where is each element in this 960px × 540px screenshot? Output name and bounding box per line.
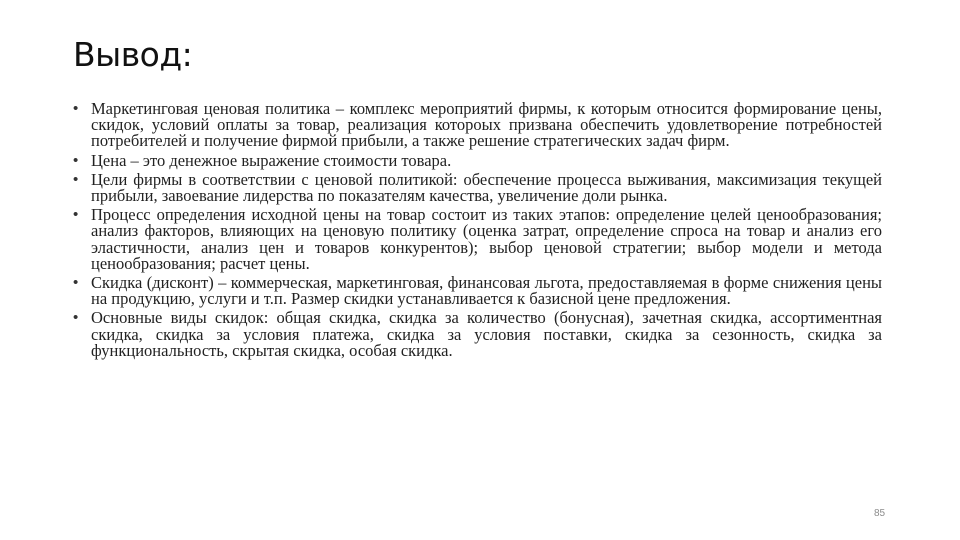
bullet-text: Маркетинговая ценовая политика – комплекс мероприятий фирмы, к которым относится формирование цены, скидок, условий оплаты за товар, реализация котороых призвана обеспечить удовлетворение потребностей потребителей и получение фирмой прибыли, а также решение стратегических задач фирм. <box>91 99 882 151</box>
bullet-dot-icon: • <box>73 170 79 188</box>
bullet-dot-icon: • <box>73 206 79 224</box>
page-number: 85 <box>874 508 886 519</box>
bullet-item-goals <box>72 169 882 206</box>
bullet-text: Скидка (дисконт) – коммерческая, маркетинговая, финансовая льгота, предоставляемая в форме снижения цены на продукцию, услуги и т.п. Размер скидки устанавливается к базисной цене предложения. <box>91 273 882 309</box>
bullet-dot-icon: • <box>73 151 79 169</box>
bullet-item-discount-types <box>72 310 882 359</box>
slide-title: Вывод: <box>73 35 193 74</box>
bullet-item-pricing-policy <box>72 101 882 150</box>
bullet-item-discount <box>72 275 882 307</box>
bullet-text: Процесс определения исходной цены на товар состоит из таких этапов: определение целей ценообразования; анализ факторов, влияющих на ценовую политику (оценка затрат, определение спроса на товар и анализ его эластичности, анализ цен и товаров конкурентов); выбор ценовой стратегии; выбор модели и метода ценообразования; расчет цены. <box>91 205 882 273</box>
bullet-text: Основные виды скидок: общая скидка, скидка за количество (бонусная), зачетная скидка, ассортиментная скидка, скидка за условия платежа, скидка за условия поставки, скидка за сезонность, скидка за функциональность, скрытая скидка, особая скидка. <box>91 308 882 360</box>
bullet-dot-icon: • <box>73 274 79 292</box>
bullet-item-price-process <box>72 207 882 272</box>
bullet-list <box>72 101 882 362</box>
bullet-text: Цели фирмы в соответствии с ценовой политикой: обеспечение процесса выживания, максимизация текущей прибыли, завоевание лидерства по показателям качества, увеличение доли рынка. <box>91 169 882 206</box>
bullet-dot-icon: • <box>73 309 79 327</box>
bullet-item-price <box>72 150 882 170</box>
bullet-dot-icon: • <box>73 100 79 117</box>
bullet-text: Цена – это денежное выражение стоимости товара. <box>91 150 452 170</box>
